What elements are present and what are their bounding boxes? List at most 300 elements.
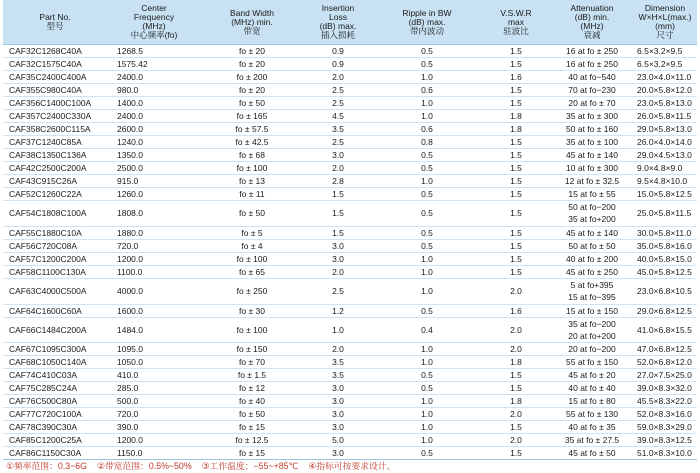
cell-center-frequency: 1050.0 <box>107 356 201 369</box>
cell-dimension: 27.0×7.5×25.0 <box>633 369 697 382</box>
header-label-line: (dB) min. <box>574 12 610 22</box>
cell-insertion-loss: 3.5 <box>303 356 373 369</box>
cell-band-width: fo ± 100 <box>201 252 303 265</box>
attenuation-line: 40 at fo−540 <box>568 72 616 82</box>
table-row <box>3 447 697 460</box>
cell-dimension: 23.0×6.8×10.5 <box>633 278 697 304</box>
attenuation-line: 50 at fo ± 160 <box>566 124 618 134</box>
header-label-line: W×H×L(max.) <box>638 12 692 22</box>
cell-attenuation <box>551 123 633 136</box>
cell-insertion-loss: 5.0 <box>303 434 373 447</box>
header-part-no <box>3 0 107 45</box>
cell-ripple: 1.0 <box>373 278 481 304</box>
table-row <box>3 395 697 408</box>
cell-ripple: 0.8 <box>373 136 481 149</box>
cell-dimension: 39.0×8.3×12.5 <box>633 434 697 447</box>
cell-insertion-loss: 0.9 <box>303 58 373 71</box>
cell-part-no: CAF77C720C100A <box>3 408 107 421</box>
header-label-cn: 驻波比 <box>503 25 529 36</box>
cell-part-no: CAF54C1808C100A <box>3 201 107 227</box>
cell-ripple: 1.0 <box>373 97 481 110</box>
header-label-line: Attenuation <box>570 3 614 13</box>
cell-attenuation <box>551 356 633 369</box>
cell-ripple: 0.4 <box>373 317 481 343</box>
header-dimension <box>633 0 697 45</box>
table-row <box>3 97 697 110</box>
cell-band-width: fo ± 12 <box>201 382 303 395</box>
cell-vswr: 1.8 <box>481 123 551 136</box>
cell-insertion-loss: 3.0 <box>303 252 373 265</box>
cell-vswr: 1.5 <box>481 97 551 110</box>
cell-center-frequency: 410.0 <box>107 369 201 382</box>
header-label-line: (MHz) min. <box>231 16 273 27</box>
cell-center-frequency: 1400.0 <box>107 97 201 110</box>
cell-vswr: 1.5 <box>481 226 551 239</box>
header-label-line: V.S.W.R <box>500 7 532 18</box>
attenuation-line: 35 at fo ± 27.5 <box>564 435 620 446</box>
cell-part-no: CAF43C915C26A <box>3 175 107 188</box>
cell-dimension: 59.0×8.3×29.0 <box>633 421 697 434</box>
cell-dimension: 45.5×8.3×22.0 <box>633 395 697 408</box>
cell-vswr: 1.6 <box>481 71 551 84</box>
header-label-line: (dB) max. <box>408 16 446 27</box>
cell-band-width: fo ± 57.5 <box>201 123 303 136</box>
cell-ripple: 1.0 <box>373 110 481 123</box>
attenuation-line: 35 at fo+200 <box>568 214 616 225</box>
cell-part-no: CAF355C980C40A <box>3 84 107 97</box>
cell-vswr: 2.0 <box>481 434 551 447</box>
cell-vswr: 1.8 <box>481 356 551 369</box>
attenuation-line: 50 at fo−200 <box>568 202 616 213</box>
attenuation-line: 5 at fo+395 <box>570 280 614 291</box>
header-label-line: Frequency <box>133 12 175 22</box>
cell-part-no: CAF32C1575C40A <box>3 58 107 71</box>
attenuation-line: 40 at fo ± 35 <box>568 422 616 433</box>
cell-dimension: 29.0×6.8×12.5 <box>633 304 697 317</box>
cell-attenuation <box>551 252 633 265</box>
cell-dimension: 29.0×4.5×13.0 <box>633 149 697 162</box>
table-row <box>3 110 697 123</box>
attenuation-line: 55 at fo ± 150 <box>566 357 618 368</box>
cell-ripple: 1.0 <box>373 71 481 84</box>
cell-center-frequency: 1240.0 <box>107 136 201 149</box>
cell-attenuation <box>551 395 633 408</box>
cell-attenuation <box>551 226 633 239</box>
table-row <box>3 304 697 317</box>
cell-center-frequency: 2400.0 <box>107 110 201 123</box>
attenuation-line: 12 at fo ± 32.5 <box>564 176 620 186</box>
cell-dimension: 39.0×8.3×32.0 <box>633 382 697 395</box>
cell-vswr: 2.0 <box>481 278 551 304</box>
table-row <box>3 84 697 97</box>
table-row <box>3 71 697 84</box>
table-row <box>3 369 697 382</box>
cell-part-no: CAF63C4000C500A <box>3 278 107 304</box>
header-label-line: max <box>507 16 525 27</box>
cell-insertion-loss: 1.5 <box>303 226 373 239</box>
cell-center-frequency: 285.0 <box>107 382 201 395</box>
attenuation-line: 15 at fo ± 80 <box>568 396 616 407</box>
cell-part-no: CAF52C1260C22A <box>3 188 107 201</box>
cell-insertion-loss: 2.0 <box>303 265 373 278</box>
cell-dimension: 45.0×5.8×12.5 <box>633 265 697 278</box>
header-ripple <box>373 0 481 45</box>
cell-band-width: fo ± 20 <box>201 58 303 71</box>
cell-center-frequency: 1200.0 <box>107 252 201 265</box>
table-row <box>3 188 697 201</box>
cell-vswr: 2.0 <box>481 317 551 343</box>
header-label-line: Part No. <box>39 12 71 22</box>
attenuation-line: 20 at fo+200 <box>568 330 616 341</box>
cell-center-frequency: 2500.0 <box>107 162 201 175</box>
attenuation-line: 45 at fo ± 140 <box>566 227 618 238</box>
cell-band-width: fo ± 15 <box>201 421 303 434</box>
cell-part-no: CAF86C1150C30A <box>3 447 107 460</box>
cell-insertion-loss: 3.5 <box>303 123 373 136</box>
cell-ripple: 1.0 <box>373 434 481 447</box>
cell-insertion-loss: 1.5 <box>303 188 373 201</box>
cell-dimension: 47.0×6.8×12.5 <box>633 343 697 356</box>
header-center-frequency <box>107 0 201 45</box>
cell-band-width: fo ± 42.5 <box>201 136 303 149</box>
cell-center-frequency: 1880.0 <box>107 226 201 239</box>
cell-vswr: 1.5 <box>481 136 551 149</box>
header-label-line: Center <box>141 3 167 13</box>
cell-band-width: fo ± 40 <box>201 395 303 408</box>
attenuation-line: 35 at fo−200 <box>568 318 616 329</box>
cell-part-no: CAF67C1095C300A <box>3 343 107 356</box>
cell-insertion-loss: 3.0 <box>303 382 373 395</box>
cell-part-no: CAF78C390C30A <box>3 421 107 434</box>
header-label-line: (MHz) <box>580 21 604 31</box>
cell-attenuation <box>551 239 633 252</box>
cell-insertion-loss: 3.0 <box>303 395 373 408</box>
cell-part-no: CAF37C1240C85A <box>3 136 107 149</box>
cell-part-no: CAF55C1880C10A <box>3 226 107 239</box>
cell-ripple: 0.5 <box>373 304 481 317</box>
attenuation-line: 55 at fo ± 130 <box>566 409 618 420</box>
attenuation-line: 16 at fo ± 250 <box>566 59 618 69</box>
cell-vswr: 1.8 <box>481 395 551 408</box>
cell-dimension: 29.0×5.8×13.0 <box>633 123 697 136</box>
header-label-cn: 型号 <box>46 21 64 31</box>
cell-ripple: 1.0 <box>373 408 481 421</box>
cell-center-frequency: 720.0 <box>107 408 201 421</box>
cell-ripple: 0.5 <box>373 162 481 175</box>
cell-ripple: 0.5 <box>373 239 481 252</box>
cell-center-frequency: 1200.0 <box>107 434 201 447</box>
cell-vswr: 1.8 <box>481 110 551 123</box>
cell-vswr: 1.6 <box>481 304 551 317</box>
cell-vswr: 1.5 <box>481 84 551 97</box>
cell-band-width: fo ± 1.5 <box>201 369 303 382</box>
cell-part-no: CAF66C1484C200A <box>3 317 107 343</box>
attenuation-line: 45 at fo ± 250 <box>566 266 618 277</box>
cell-vswr: 1.5 <box>481 265 551 278</box>
cell-band-width: fo ± 11 <box>201 188 303 201</box>
cell-attenuation <box>551 447 633 460</box>
cell-part-no: CAF35C2400C400A <box>3 71 107 84</box>
cell-dimension: 41.0×6.8×15.5 <box>633 317 697 343</box>
cell-dimension: 40.0×5.8×15.0 <box>633 252 697 265</box>
cell-ripple: 0.5 <box>373 369 481 382</box>
cell-ripple: 0.5 <box>373 45 481 58</box>
cell-part-no: CAF42C2500C200A <box>3 162 107 175</box>
cell-attenuation <box>551 382 633 395</box>
attenuation-line: 15 at fo−395 <box>568 292 616 303</box>
header-label-line: Loss <box>329 12 347 22</box>
table-row <box>3 175 697 188</box>
table-row <box>3 45 697 58</box>
cell-attenuation <box>551 110 633 123</box>
cell-attenuation <box>551 369 633 382</box>
cell-dimension: 51.0×8.3×10.0 <box>633 447 697 460</box>
cell-attenuation <box>551 162 633 175</box>
cell-insertion-loss: 1.2 <box>303 304 373 317</box>
cell-attenuation <box>551 71 633 84</box>
cell-center-frequency: 1268.5 <box>107 45 201 58</box>
cell-part-no: CAF74C410C03A <box>3 369 107 382</box>
cell-vswr: 1.5 <box>481 45 551 58</box>
cell-attenuation <box>551 188 633 201</box>
header-label-line: Insertion <box>321 3 355 13</box>
cell-vswr: 1.5 <box>481 162 551 175</box>
cell-band-width: fo ± 50 <box>201 97 303 110</box>
cell-dimension: 6.5×3.2×9.5 <box>633 45 697 58</box>
cell-vswr: 1.5 <box>481 447 551 460</box>
cell-vswr: 1.5 <box>481 369 551 382</box>
cell-dimension: 25.0×5.8×11.5 <box>633 201 697 227</box>
cell-center-frequency: 1350.0 <box>107 149 201 162</box>
table-header-row <box>3 0 697 45</box>
cell-ripple: 1.0 <box>373 265 481 278</box>
cell-center-frequency: 1260.0 <box>107 188 201 201</box>
cell-dimension: 52.0×6.8×12.0 <box>633 356 697 369</box>
cell-ripple: 1.0 <box>373 252 481 265</box>
cell-center-frequency: 1600.0 <box>107 304 201 317</box>
cell-insertion-loss: 2.5 <box>303 136 373 149</box>
cell-band-width: fo ± 5 <box>201 226 303 239</box>
header-attenuation <box>551 0 633 45</box>
cell-band-width: fo ± 13 <box>201 175 303 188</box>
table-row <box>3 265 697 278</box>
table-row <box>3 58 697 71</box>
cell-insertion-loss: 3.5 <box>303 369 373 382</box>
cell-ripple: 1.0 <box>373 356 481 369</box>
cell-vswr: 2.0 <box>481 408 551 421</box>
cell-dimension: 30.0×5.8×11.0 <box>633 226 697 239</box>
attenuation-line: 45 at fo ± 50 <box>568 448 616 459</box>
table-row <box>3 408 697 421</box>
cell-insertion-loss: 4.5 <box>303 110 373 123</box>
attenuation-line: 50 at fo ± 50 <box>568 240 616 251</box>
attenuation-line: 16 at fo ± 250 <box>566 46 618 56</box>
cell-ripple: 0.5 <box>373 58 481 71</box>
cell-center-frequency: 1575.42 <box>107 58 201 71</box>
cell-band-width: fo ± 150 <box>201 343 303 356</box>
cell-vswr: 1.5 <box>481 252 551 265</box>
table-row <box>3 239 697 252</box>
cell-ripple: 0.5 <box>373 382 481 395</box>
cell-band-width: fo ± 4 <box>201 239 303 252</box>
cell-insertion-loss: 3.0 <box>303 149 373 162</box>
attenuation-line: 35 at fo ± 300 <box>566 111 618 121</box>
cell-vswr: 1.5 <box>481 58 551 71</box>
header-label-cn: 中心频率(fo) <box>130 30 178 40</box>
cell-part-no: CAF75C285C24A <box>3 382 107 395</box>
cell-part-no: CAF57C1200C200A <box>3 252 107 265</box>
cell-attenuation <box>551 84 633 97</box>
cell-band-width: fo ± 70 <box>201 356 303 369</box>
cell-ripple: 0.6 <box>373 84 481 97</box>
table-row <box>3 201 697 227</box>
cell-band-width: fo ± 250 <box>201 278 303 304</box>
cell-insertion-loss: 3.0 <box>303 239 373 252</box>
table-row <box>3 226 697 239</box>
cell-ripple: 0.6 <box>373 123 481 136</box>
cell-attenuation <box>551 45 633 58</box>
cell-attenuation <box>551 343 633 356</box>
table-body <box>3 45 697 460</box>
table-row <box>3 136 697 149</box>
header-insertion-loss <box>303 0 373 45</box>
attenuation-line: 10 at fo ± 300 <box>566 163 618 173</box>
cell-attenuation <box>551 434 633 447</box>
cell-dimension: 23.0×5.8×13.0 <box>633 97 697 110</box>
cell-vswr: 1.5 <box>481 421 551 434</box>
cell-dimension: 9.0×4.8×9.0 <box>633 162 697 175</box>
table-row <box>3 356 697 369</box>
attenuation-line: 20 at fo−200 <box>568 344 616 355</box>
cell-insertion-loss: 2.5 <box>303 84 373 97</box>
footnote-item: ③工作温度：−55~+85℃ <box>201 461 299 471</box>
cell-dimension: 9.5×4.8×10.0 <box>633 175 697 188</box>
cell-band-width: fo ± 68 <box>201 149 303 162</box>
header-label-cn: 尺寸 <box>656 30 674 40</box>
cell-vswr: 1.5 <box>481 149 551 162</box>
cell-insertion-loss: 1.0 <box>303 317 373 343</box>
cell-attenuation <box>551 149 633 162</box>
cell-band-width: fo ± 65 <box>201 265 303 278</box>
cell-attenuation <box>551 265 633 278</box>
cell-part-no: CAF32C1268C40A <box>3 45 107 58</box>
footnotes <box>6 459 405 472</box>
attenuation-line: 15 at fo ± 150 <box>566 305 618 316</box>
cell-insertion-loss: 2.8 <box>303 175 373 188</box>
cell-insertion-loss: 3.0 <box>303 421 373 434</box>
cell-band-width: fo ± 15 <box>201 447 303 460</box>
cell-center-frequency: 720.0 <box>107 239 201 252</box>
cell-center-frequency: 1095.0 <box>107 343 201 356</box>
cell-part-no: CAF76C500C80A <box>3 395 107 408</box>
header-label-line: (mm) <box>655 21 675 31</box>
cell-band-width: fo ± 30 <box>201 304 303 317</box>
cell-part-no: CAF58C1100C130A <box>3 265 107 278</box>
cell-part-no: CAF56C720C08A <box>3 239 107 252</box>
cell-ripple: 0.5 <box>373 201 481 227</box>
attenuation-line: 40 at fo ± 40 <box>568 383 616 394</box>
cell-attenuation <box>551 136 633 149</box>
cell-attenuation <box>551 58 633 71</box>
header-vswr <box>481 0 551 45</box>
cell-insertion-loss: 2.0 <box>303 162 373 175</box>
cell-insertion-loss: 2.5 <box>303 278 373 304</box>
footnote-item: ①频率范围：0.3~6G <box>6 461 87 471</box>
cell-insertion-loss: 3.0 <box>303 447 373 460</box>
cell-attenuation <box>551 175 633 188</box>
cell-center-frequency: 390.0 <box>107 421 201 434</box>
cell-dimension: 26.0×5.8×11.5 <box>633 110 697 123</box>
table-row <box>3 162 697 175</box>
cell-band-width: fo ± 12.5 <box>201 434 303 447</box>
table-row <box>3 252 697 265</box>
cell-ripple: 1.0 <box>373 175 481 188</box>
cell-dimension: 35.0×5.8×16.0 <box>633 239 697 252</box>
cell-center-frequency: 1808.0 <box>107 201 201 227</box>
attenuation-line: 40 at fo ± 200 <box>566 253 618 264</box>
header-label-line: Band Width <box>230 7 274 18</box>
cell-part-no: CAF68C1050C140A <box>3 356 107 369</box>
cell-vswr: 1.5 <box>481 175 551 188</box>
cell-ripple: 0.5 <box>373 188 481 201</box>
table-row <box>3 434 697 447</box>
table-row <box>3 278 697 304</box>
table-row <box>3 123 697 136</box>
cell-band-width: fo ± 200 <box>201 71 303 84</box>
cell-center-frequency: 4000.0 <box>107 278 201 304</box>
cell-center-frequency: 2600.0 <box>107 123 201 136</box>
cell-band-width: fo ± 100 <box>201 162 303 175</box>
header-label-line: (MHz) <box>142 21 166 31</box>
table-row <box>3 382 697 395</box>
cell-vswr: 1.5 <box>481 188 551 201</box>
cell-insertion-loss: 2.0 <box>303 71 373 84</box>
cell-insertion-loss: 2.0 <box>303 343 373 356</box>
header-label-cn: 带宽 <box>243 25 261 36</box>
cell-dimension: 6.5×3.2×9.5 <box>633 58 697 71</box>
header-label-line: (dB) max. <box>319 21 357 31</box>
cell-ripple: 0.5 <box>373 226 481 239</box>
cell-ripple: 0.5 <box>373 447 481 460</box>
header-label-cn: 插入损耗 <box>320 30 355 40</box>
cell-ripple: 0.5 <box>373 149 481 162</box>
table-row <box>3 421 697 434</box>
attenuation-line: 45 at fo ± 140 <box>566 150 618 160</box>
cell-band-width: fo ± 100 <box>201 317 303 343</box>
cell-part-no: CAF38C1350C136A <box>3 149 107 162</box>
cell-attenuation <box>551 421 633 434</box>
cell-vswr: 1.5 <box>481 201 551 227</box>
cell-attenuation <box>551 408 633 421</box>
cell-attenuation <box>551 201 633 227</box>
cell-part-no: CAF85C1200C25A <box>3 434 107 447</box>
table-row <box>3 149 697 162</box>
cell-vswr: 1.5 <box>481 382 551 395</box>
cell-insertion-loss: 0.9 <box>303 45 373 58</box>
cell-dimension: 23.0×4.0×11.0 <box>633 71 697 84</box>
footnote-item: ④指标可按要求设计。 <box>308 461 396 471</box>
cell-center-frequency: 2400.0 <box>107 71 201 84</box>
header-label-cn: 衰减 <box>583 30 601 40</box>
cell-ripple: 1.0 <box>373 421 481 434</box>
header-label-cn: 带内波动 <box>409 25 444 36</box>
cell-attenuation <box>551 278 633 304</box>
cell-attenuation <box>551 304 633 317</box>
cell-dimension: 20.0×5.8×12.0 <box>633 84 697 97</box>
attenuation-line: 70 at fo−230 <box>568 85 616 95</box>
cell-insertion-loss: 3.0 <box>303 408 373 421</box>
cell-ripple: 1.0 <box>373 343 481 356</box>
